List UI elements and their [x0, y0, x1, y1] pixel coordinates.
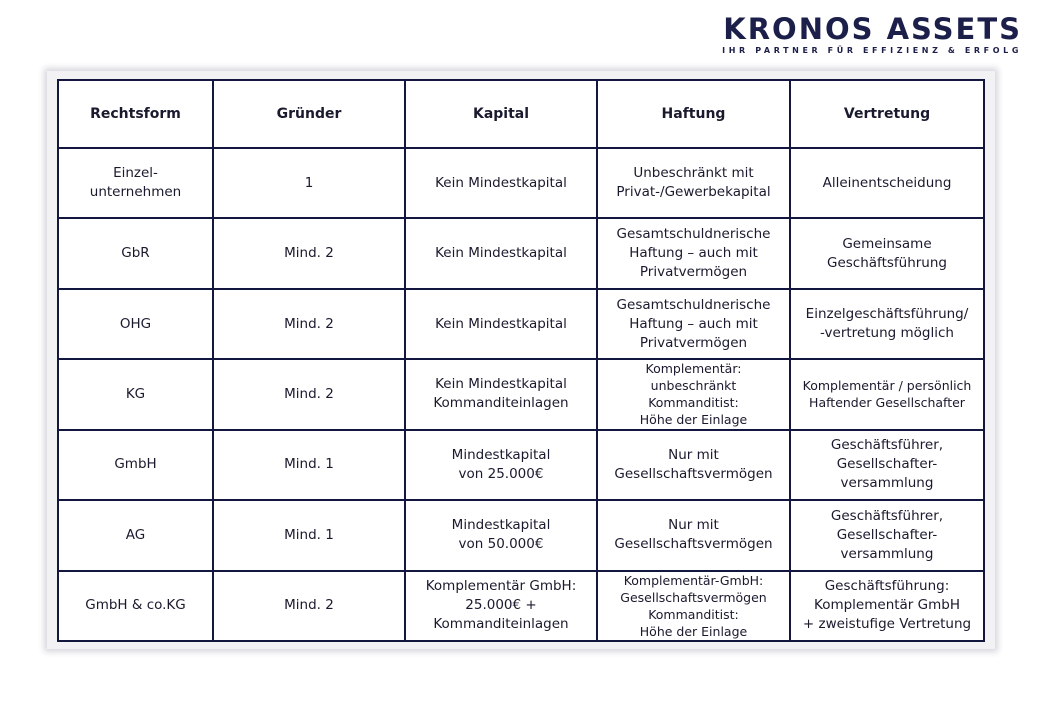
cell-kapital: Mindestkapital von 25.000€: [405, 430, 597, 500]
header-gruender: Gründer: [213, 80, 405, 148]
cell-vertretung: Komplementär / persönlich Haftender Gesellschafter: [790, 359, 984, 429]
cell-haftung: Gesamtschuldnerische Haftung – auch mit Privatvermögen: [597, 218, 790, 288]
cell-haftung: Nur mit Gesellschaftsvermögen: [597, 500, 790, 570]
table-header-row: [58, 80, 984, 148]
header-kapital: Kapital: [405, 80, 597, 148]
cell-gruender: Mind. 1: [213, 430, 405, 500]
table-row: [58, 359, 984, 429]
cell-vertretung: Gemeinsame Geschäftsführung: [790, 218, 984, 288]
cell-kapital: Komplementär GmbH: 25.000€ + Kommanditeinlagen: [405, 571, 597, 641]
cell-rechtsform: KG: [58, 359, 213, 429]
header-rechtsform: Rechtsform: [58, 80, 213, 148]
cell-gruender: 1: [213, 148, 405, 218]
comparison-table-panel: [47, 71, 995, 649]
cell-haftung: Komplementär: unbeschränkt Kommanditist: Höhe der Einlage: [597, 359, 790, 429]
cell-rechtsform: AG: [58, 500, 213, 570]
cell-haftung: Gesamtschuldnerische Haftung – auch mit Privatvermögen: [597, 289, 790, 359]
header-haftung: Haftung: [597, 80, 790, 148]
legal-forms-comparison-table: [57, 79, 985, 642]
cell-vertretung: Geschäftsführer, Gesellschafter- versammlung: [790, 500, 984, 570]
cell-haftung: Unbeschränkt mit Privat-/Gewerbekapital: [597, 148, 790, 218]
cell-gruender: Mind. 1: [213, 500, 405, 570]
table-row: [58, 430, 984, 500]
cell-gruender: Mind. 2: [213, 359, 405, 429]
cell-kapital: Kein Mindestkapital: [405, 289, 597, 359]
table-row: [58, 500, 984, 570]
cell-kapital: Kein Mindestkapital: [405, 218, 597, 288]
cell-rechtsform: Einzel- unternehmen: [58, 148, 213, 218]
cell-gruender: Mind. 2: [213, 218, 405, 288]
cell-rechtsform: OHG: [58, 289, 213, 359]
cell-kapital: Kein Mindestkapital Kommanditeinlagen: [405, 359, 597, 429]
cell-haftung: Komplementär-GmbH: Gesellschaftsvermögen Kommanditist: Höhe der Einlage: [597, 571, 790, 641]
header-vertretung: Vertretung: [790, 80, 984, 148]
brand-logo: [722, 14, 1022, 55]
brand-tagline: IHR PARTNER FÜR EFFIZIENZ & ERFOLG: [722, 46, 1022, 55]
table-row: [58, 148, 984, 218]
cell-rechtsform: GbR: [58, 218, 213, 288]
cell-vertretung: Geschäftsführer, Gesellschafter- versammlung: [790, 430, 984, 500]
cell-kapital: Kein Mindestkapital: [405, 148, 597, 218]
table-row: [58, 289, 984, 359]
cell-vertretung: Alleinentscheidung: [790, 148, 984, 218]
table-row: [58, 571, 984, 641]
cell-gruender: Mind. 2: [213, 571, 405, 641]
cell-haftung: Nur mit Gesellschaftsvermögen: [597, 430, 790, 500]
cell-gruender: Mind. 2: [213, 289, 405, 359]
cell-vertretung: Geschäftsführung: Komplementär GmbH + zweistufige Vertretung: [790, 571, 984, 641]
cell-rechtsform: GmbH: [58, 430, 213, 500]
table-row: [58, 218, 984, 288]
cell-vertretung: Einzelgeschäftsführung/ -vertretung möglich: [790, 289, 984, 359]
cell-kapital: Mindestkapital von 50.000€: [405, 500, 597, 570]
brand-name: KRONOS ASSETS: [723, 12, 1022, 46]
cell-rechtsform: GmbH & co.KG: [58, 571, 213, 641]
